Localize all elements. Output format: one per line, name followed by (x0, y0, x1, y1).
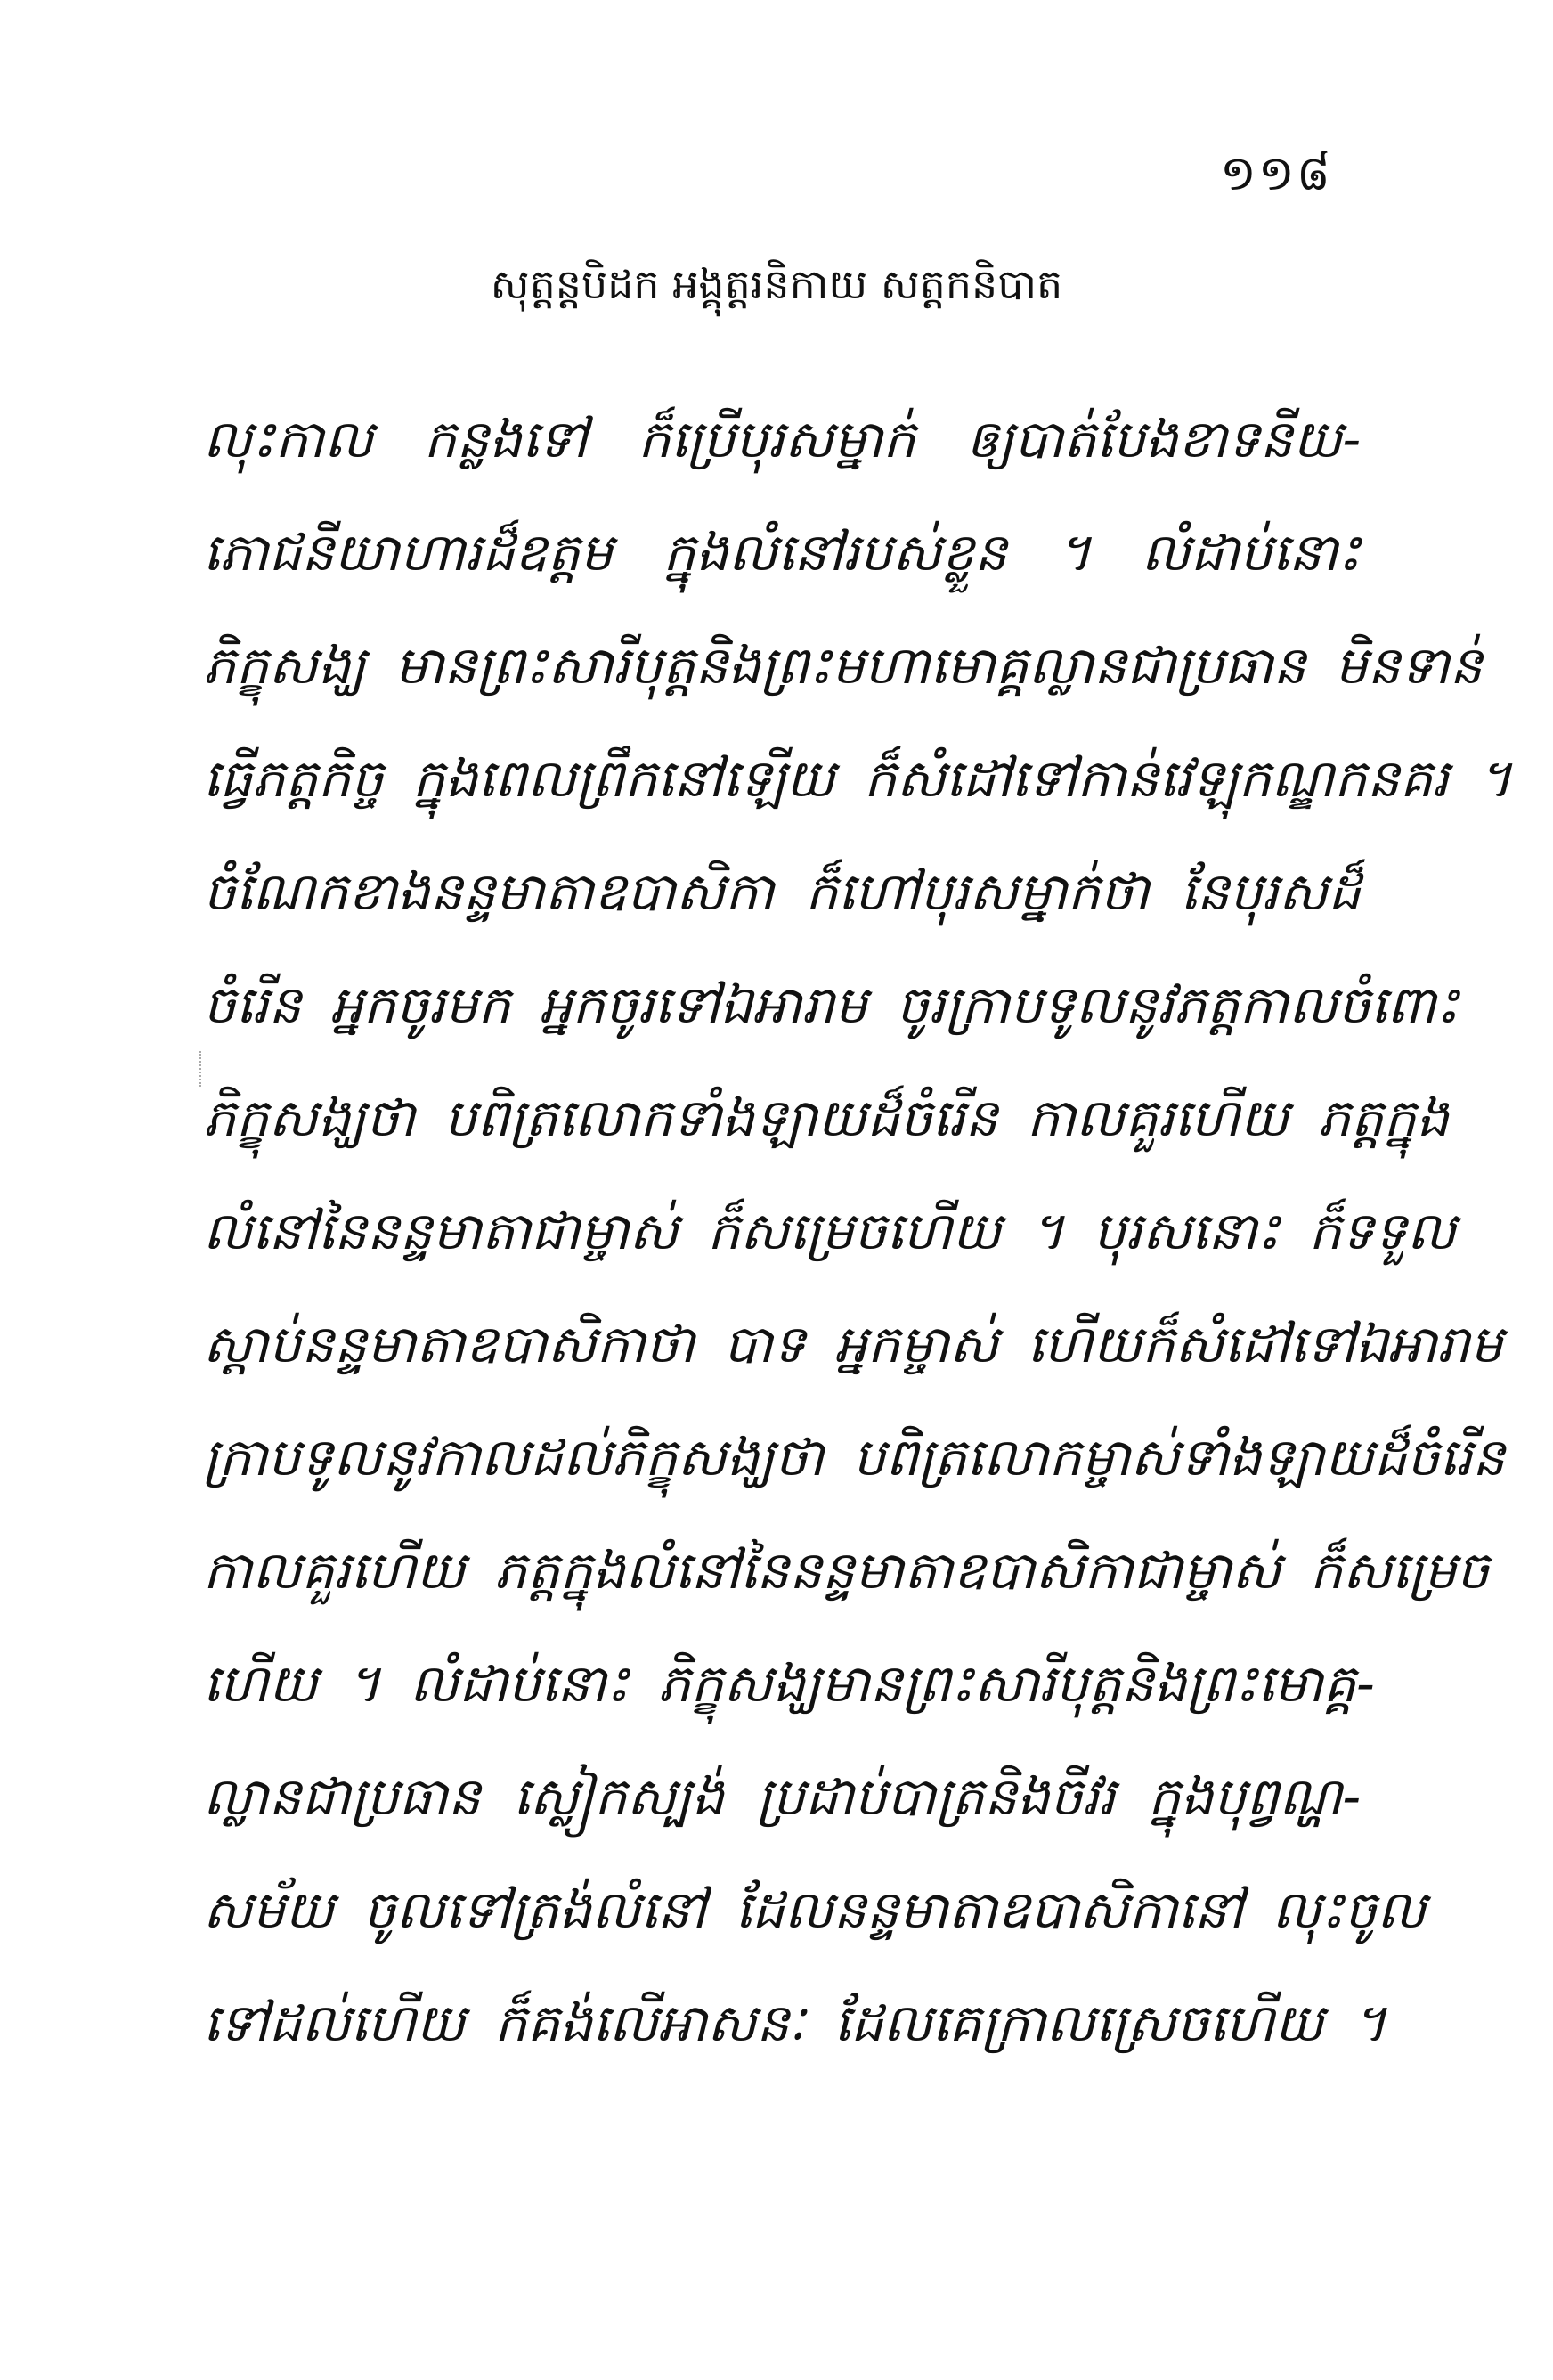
text-line: ស្តាប់នន្ទមាតាឧបាសិកាថា បាទ អ្នកម្ចាស់ ហើយក៏សំដៅទៅឯអារាម (203, 1314, 1503, 1374)
text-line: ល្លានជាប្រធាន ស្លៀកស្បង់ ប្រដាប់បាត្រនិងចីវរ ក្នុងបុព្វណ្ហ- (203, 1766, 1361, 1827)
text-line: ទៅដល់ហើយ ក៏គង់លើអាសនៈ ដែលគេក្រាលស្រេចហើយ ។ (203, 1993, 1387, 2053)
text-line: ធ្វើភត្តកិច្ច ក្នុងពេលព្រឹកនៅឡើយ ក៏សំដៅទៅកាន់វេឡុកណ្ឌកនគរ ។ (203, 748, 1512, 809)
text-line: ភិក្ខុសង្ឃ មានព្រះសារីបុត្តនិងព្រះមហាមោគ្គល្លានជាប្រធាន មិនទាន់ (203, 635, 1483, 696)
text-line: ភិក្ខុសង្ឃថា បពិត្រលោកទាំងឡាយដ៏ចំរើន កាលគួរហើយ ភត្តក្នុង (203, 1088, 1450, 1148)
text-line: ចំរើន អ្នកចូរមក អ្នកចូរទៅឯអារាម ចូរក្រាបទូលនូវភត្តកាលចំពោះ (203, 974, 1459, 1035)
page-number: ១១៨ (1220, 145, 1332, 201)
body-text (203, 383, 1512, 2080)
text-line: ក្រាបទូលនូវកាលដល់ភិក្ខុសង្ឃថា បពិត្រលោកម្ចាស់ទាំងឡាយដ៏ចំរើន (203, 1427, 1506, 1488)
text-line: ហើយ ។ លំដាប់នោះ ភិក្ខុសង្ឃមានព្រះសារីបុត្តនិងព្រះមោគ្គ- (203, 1653, 1375, 1714)
text-line: សម័យ ចូលទៅត្រង់លំនៅ ដែលនន្ទមាតាឧបាសិកានៅ លុះចូល (203, 1879, 1427, 1940)
text-line: លំនៅនៃនន្ទមាតាជាម្ចាស់ ក៏សម្រេចហើយ ។ បុរសនោះ ក៏ទទួល (203, 1201, 1457, 1261)
text-line: កាលគួរហើយ ភត្តក្នុងលំនៅនៃនន្ទមាតាឧបាសិកាជាម្ចាស់ ក៏សម្រេច (203, 1540, 1490, 1601)
text-line: ភោជនីយាហារដ៏ឧត្តម ក្នុងលំនៅរបស់ខ្លួន ។ លំដាប់នោះ (203, 522, 1361, 583)
text-line: លុះកាល កន្លងទៅ ក៏ប្រើបុរសម្នាក់ ឲ្យបាត់បែងខាទនីយ- (203, 409, 1361, 469)
text-line: ចំណែកខាងនន្ទមាតាឧបាសិកា ក៏ហៅបុរសម្នាក់ថា នែបុរសដ៏ (203, 861, 1361, 922)
running-header: សុត្តន្តបិដក អង្គុត្តរនិកាយ សត្តកនិបាត (490, 260, 1063, 308)
